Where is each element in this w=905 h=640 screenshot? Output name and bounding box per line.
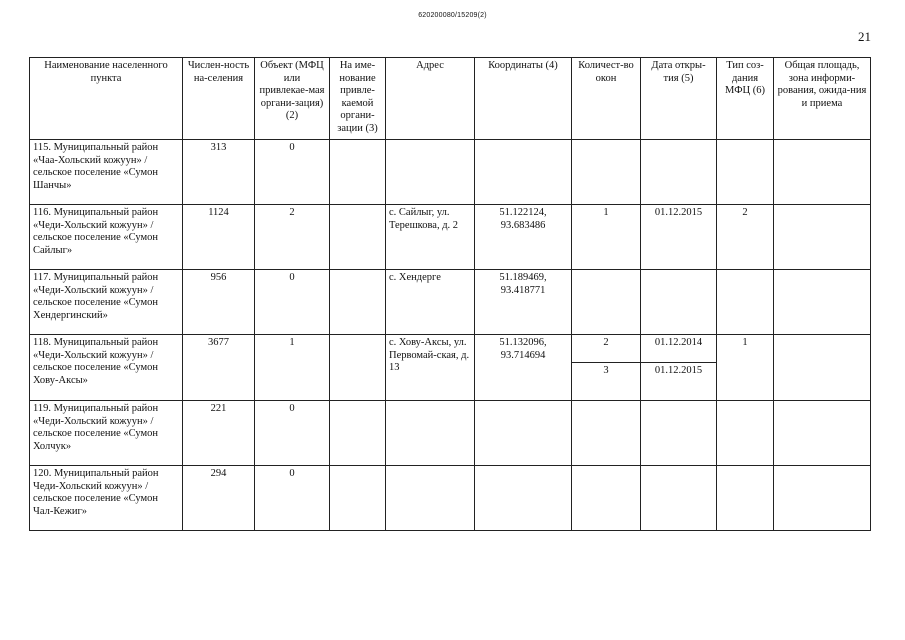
coordinates-cell: 51.122124, 93.683486 bbox=[475, 205, 572, 270]
settlement-name: 117. Муниципальный район «Чеди-Хольский кожуун» / сельское поселение «Сумон Хендергинский» bbox=[30, 270, 183, 335]
open-date-cell: 01.12.2015 bbox=[641, 363, 717, 401]
address-cell bbox=[386, 466, 475, 531]
settlement-name: 116. Муниципальный район «Чеди-Хольский кожуун» / сельское поселение «Сумон Сайлыг» bbox=[30, 205, 183, 270]
object-cell: 0 bbox=[255, 270, 330, 335]
area-cell bbox=[774, 466, 871, 531]
coordinates-cell: 51.132096, 93.714694 bbox=[475, 335, 572, 401]
mfc-type-cell bbox=[717, 401, 774, 466]
mfc-type-cell: 1 bbox=[717, 335, 774, 401]
settlement-name: 118. Муниципальный район «Чеди-Хольский кожуун» / сельское поселение «Сумон Хову-Аксы» bbox=[30, 335, 183, 401]
organization-cell bbox=[330, 270, 386, 335]
organization-cell bbox=[330, 140, 386, 205]
organization-cell bbox=[330, 466, 386, 531]
header-row bbox=[30, 58, 871, 140]
table-row bbox=[30, 401, 871, 466]
header-settlement: Наименование населенного пункта bbox=[30, 58, 183, 140]
coordinates-cell bbox=[475, 401, 572, 466]
object-cell: 2 bbox=[255, 205, 330, 270]
settlement-name: 119. Муниципальный район «Чеди-Хольский кожуун» / сельское поселение «Сумон Холчук» bbox=[30, 401, 183, 466]
organization-cell bbox=[330, 401, 386, 466]
mfc-type-cell bbox=[717, 270, 774, 335]
open-date-cell bbox=[641, 270, 717, 335]
open-date-cell: 01.12.2015 bbox=[641, 205, 717, 270]
settlement-name: 120. Муниципальный район Чеди-Хольский кожуун» / сельское поселение «Сумон Чал-Кежиг» bbox=[30, 466, 183, 531]
address-cell: с. Хендерге bbox=[386, 270, 475, 335]
table-row bbox=[30, 205, 871, 270]
windows-cell bbox=[572, 140, 641, 205]
header-windows: Количест-во окон bbox=[572, 58, 641, 140]
address-cell: с. Сайлыг, ул. Терешкова, д. 2 bbox=[386, 205, 475, 270]
object-cell: 0 bbox=[255, 140, 330, 205]
table-row bbox=[30, 270, 871, 335]
mfc-type-cell bbox=[717, 140, 774, 205]
settlement-name: 115. Муниципальный район «Чаа-Хольский кожуун» / сельское поселение «Сумон Шанчы» bbox=[30, 140, 183, 205]
windows-cell bbox=[572, 401, 641, 466]
header-object: Объект (МФЦ или привлекае-мая органи-зация) (2) bbox=[255, 58, 330, 140]
windows-cell: 2 bbox=[572, 335, 641, 363]
mfc-type-cell: 2 bbox=[717, 205, 774, 270]
page-number: 21 bbox=[858, 29, 871, 44]
coordinates-cell bbox=[475, 140, 572, 205]
object-cell: 1 bbox=[255, 335, 330, 401]
open-date-cell bbox=[641, 140, 717, 205]
organization-cell bbox=[330, 205, 386, 270]
area-cell bbox=[774, 205, 871, 270]
area-cell bbox=[774, 335, 871, 401]
population-cell: 956 bbox=[183, 270, 255, 335]
document-id: 620200080/15209(2) bbox=[418, 12, 487, 19]
mfc-type-cell bbox=[717, 466, 774, 531]
object-cell: 0 bbox=[255, 466, 330, 531]
open-date-cell bbox=[641, 401, 717, 466]
organization-cell bbox=[330, 335, 386, 401]
windows-cell: 1 bbox=[572, 205, 641, 270]
population-cell: 3677 bbox=[183, 335, 255, 401]
population-cell: 313 bbox=[183, 140, 255, 205]
table-row bbox=[30, 335, 871, 363]
address-cell bbox=[386, 140, 475, 205]
header-mfc-type: Тип соз-дания МФЦ (6) bbox=[717, 58, 774, 140]
open-date-cell bbox=[641, 466, 717, 531]
header-coordinates: Координаты (4) bbox=[475, 58, 572, 140]
windows-cell: 3 bbox=[572, 363, 641, 401]
mfc-table bbox=[29, 57, 871, 531]
windows-cell bbox=[572, 466, 641, 531]
table-row bbox=[30, 466, 871, 531]
object-cell: 0 bbox=[255, 401, 330, 466]
coordinates-cell: 51.189469, 93.418771 bbox=[475, 270, 572, 335]
open-date-cell: 01.12.2014 bbox=[641, 335, 717, 363]
population-cell: 1124 bbox=[183, 205, 255, 270]
area-cell bbox=[774, 401, 871, 466]
table-row bbox=[30, 140, 871, 205]
header-area: Общая площадь, зона информи-рования, ожида-ния и приема bbox=[774, 58, 871, 140]
header-address: Адрес bbox=[386, 58, 475, 140]
coordinates-cell bbox=[475, 466, 572, 531]
header-open-date: Дата откры-тия (5) bbox=[641, 58, 717, 140]
windows-cell bbox=[572, 270, 641, 335]
address-cell bbox=[386, 401, 475, 466]
address-cell: с. Хову-Аксы, ул. Первомай-ская, д. 13 bbox=[386, 335, 475, 401]
population-cell: 294 bbox=[183, 466, 255, 531]
population-cell: 221 bbox=[183, 401, 255, 466]
area-cell bbox=[774, 140, 871, 205]
header-population: Числен-ность на-селения bbox=[183, 58, 255, 140]
area-cell bbox=[774, 270, 871, 335]
header-organization: На име-нование привле-каемой органи-зации (3) bbox=[330, 58, 386, 140]
